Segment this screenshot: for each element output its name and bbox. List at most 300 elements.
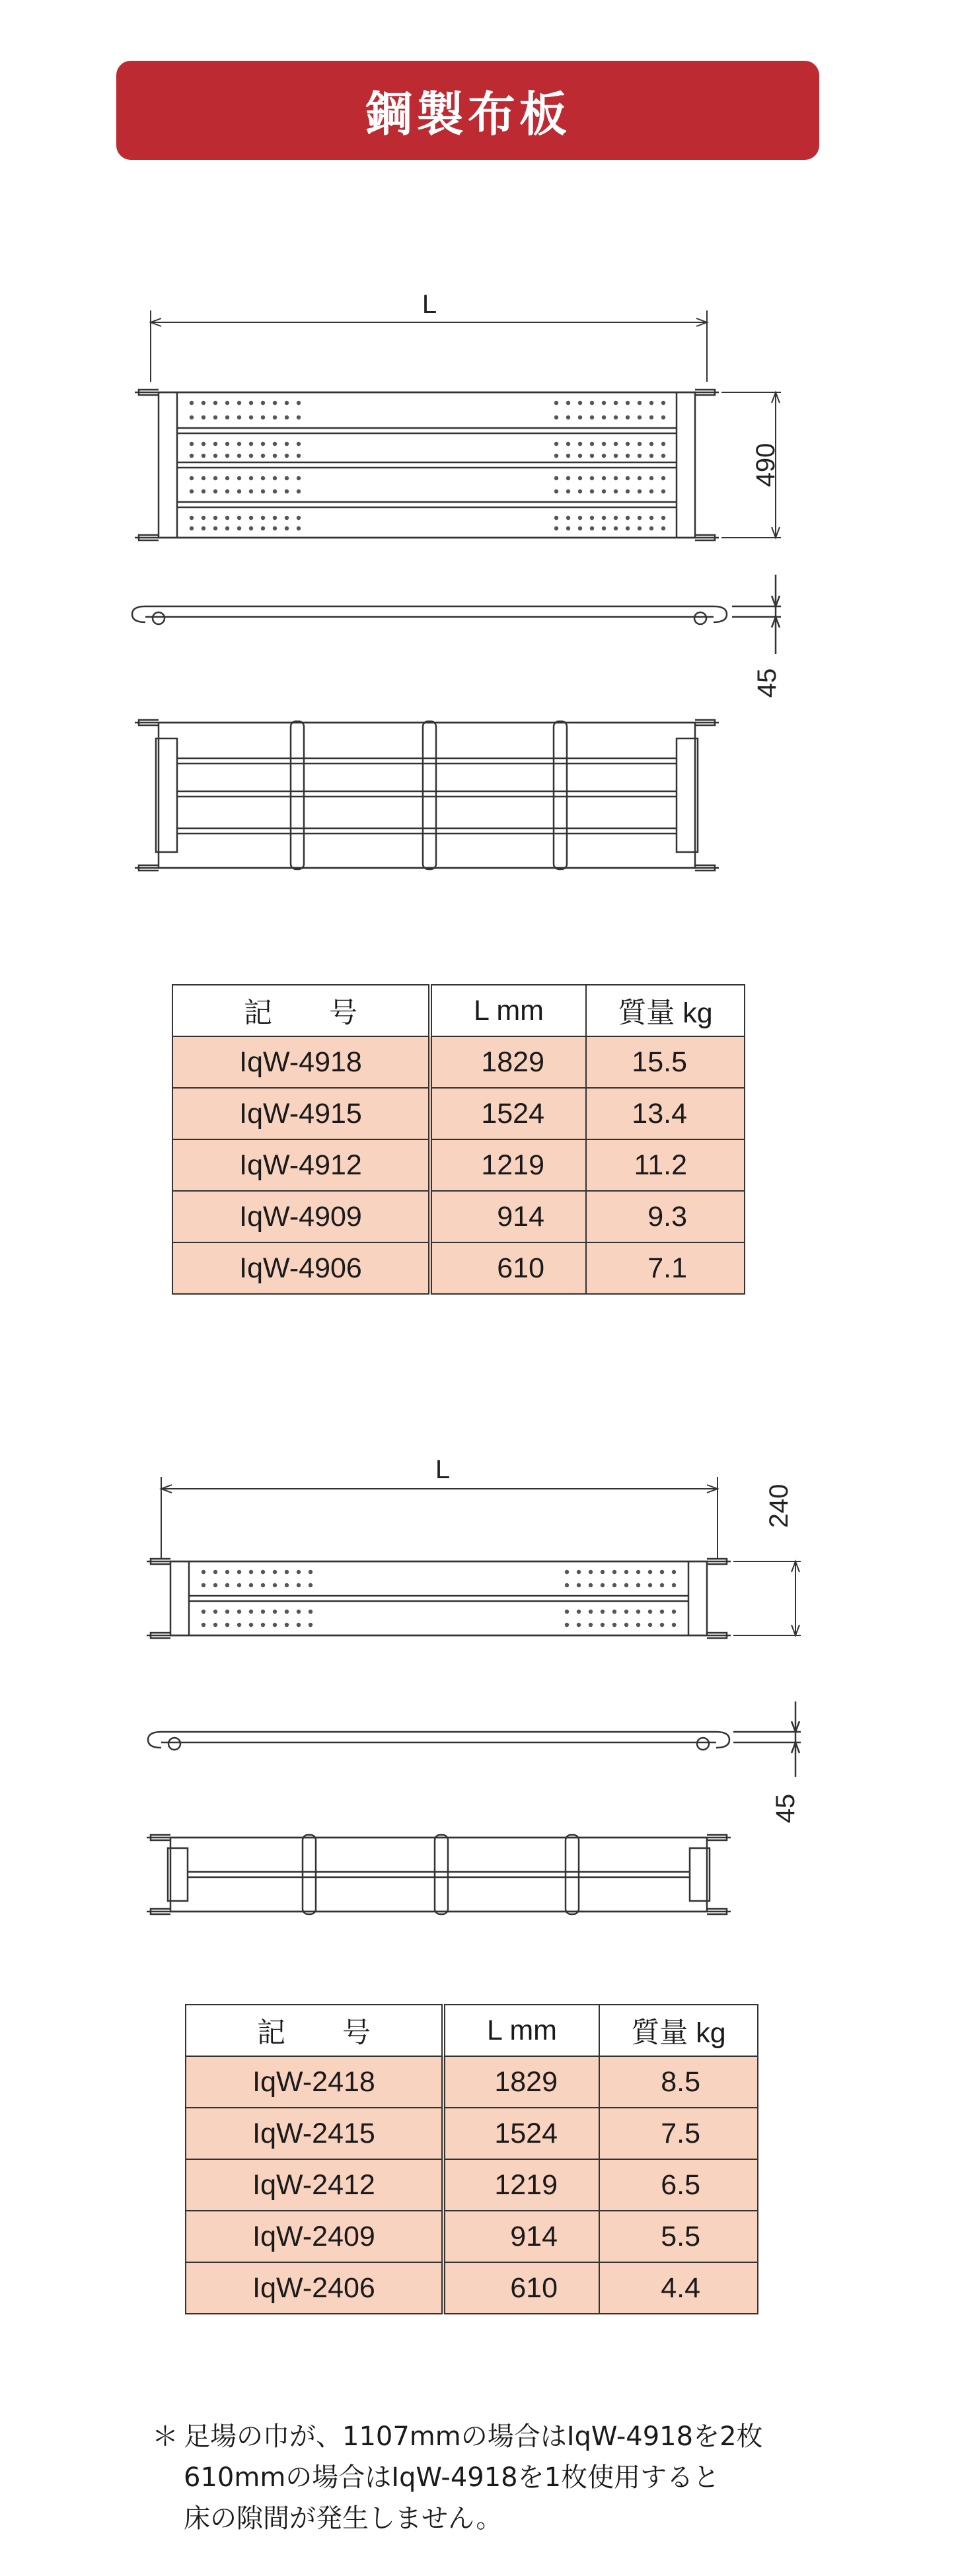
perforation-hole	[237, 415, 241, 419]
perforation-hole	[249, 1570, 253, 1574]
perforation-hole	[624, 1570, 628, 1574]
perforation-hole	[237, 1623, 241, 1627]
perforation-hole	[590, 526, 594, 530]
header-weight: 質量 kg	[599, 2005, 758, 2056]
perforation-hole	[273, 516, 277, 520]
cell-length: 610	[443, 2262, 599, 2314]
perforation-hole	[202, 401, 205, 405]
perforation-hole	[202, 526, 205, 530]
perforation-hole	[638, 476, 642, 480]
cell-weight: 9.3	[586, 1191, 745, 1242]
perforation-hole	[213, 489, 217, 493]
perforation-hole	[661, 415, 665, 419]
cell-weight: 7.5	[599, 2108, 758, 2159]
perforation-hole	[273, 476, 277, 480]
perforation-hole	[285, 454, 289, 458]
perforation-hole	[624, 1623, 628, 1627]
cell-code: IqW-2418	[186, 2056, 443, 2108]
perforation-hole	[202, 489, 205, 493]
perforation-hole	[261, 526, 265, 530]
cell-code: IqW-4918	[172, 1036, 430, 1088]
perforation-hole	[661, 401, 665, 405]
perforation-hole	[601, 1583, 605, 1587]
perforation-hole	[202, 1570, 205, 1574]
perforation-hole	[249, 489, 253, 493]
perforation-hole	[190, 489, 194, 493]
length-label: L	[422, 290, 437, 319]
perforation-hole	[213, 1610, 217, 1614]
cell-code: IqW-2409	[186, 2211, 443, 2262]
perforation-hole	[590, 489, 594, 493]
perforation-hole	[661, 476, 665, 480]
perforation-hole	[648, 1570, 652, 1574]
perforation-hole	[273, 415, 277, 419]
footnote-line-1	[152, 2416, 763, 2457]
perforation-hole	[626, 489, 630, 493]
perforation-hole	[638, 526, 642, 530]
perforation-hole	[577, 1570, 581, 1574]
perforation-hole	[190, 516, 194, 520]
table-row	[172, 1036, 745, 1088]
perforation-hole	[624, 1583, 628, 1587]
perforation-hole	[566, 526, 570, 530]
perforation-hole	[213, 516, 217, 520]
perforation-hole	[660, 1610, 664, 1614]
perforation-hole	[626, 442, 630, 446]
table-header-row	[172, 985, 745, 1036]
cell-length: 1524	[443, 2108, 599, 2159]
perforation-hole	[237, 516, 241, 520]
cell-code: IqW-4912	[172, 1139, 430, 1191]
perforation-hole	[649, 476, 653, 480]
perforation-hole	[649, 454, 653, 458]
perforation-hole	[225, 489, 229, 493]
perforation-hole	[638, 454, 642, 458]
perforation-hole	[554, 516, 558, 520]
perforation-hole	[190, 442, 194, 446]
cell-length: 1524	[430, 1088, 586, 1139]
perforation-hole	[202, 516, 205, 520]
perforation-hole	[565, 1570, 569, 1574]
perforation-hole	[285, 516, 289, 520]
perforation-hole	[237, 489, 241, 493]
perforation-hole	[626, 516, 630, 520]
perforation-hole	[661, 442, 665, 446]
width-dimension	[733, 1561, 801, 1635]
table-row	[172, 1242, 745, 1294]
perforation-hole	[237, 526, 241, 530]
perforation-hole	[602, 454, 606, 458]
perforation-hole	[225, 401, 229, 405]
perforation-hole	[636, 1610, 640, 1614]
perforation-hole	[249, 415, 253, 419]
length-label: L	[435, 1455, 451, 1484]
perforation-hole	[213, 1570, 217, 1574]
perforation-hole	[213, 526, 217, 530]
perforation-hole	[249, 1583, 253, 1587]
table-row	[186, 2056, 758, 2108]
perforation-hole	[614, 415, 618, 419]
perforation-hole	[237, 442, 241, 446]
perforation-hole	[273, 401, 277, 405]
perforation-hole	[285, 442, 289, 446]
perforation-hole	[213, 1583, 217, 1587]
perforation-hole	[649, 401, 653, 405]
perforation-hole	[285, 1623, 289, 1627]
perforation-hole	[614, 454, 618, 458]
perforation-hole	[261, 489, 265, 493]
perforation-hole	[565, 1583, 569, 1587]
perforation-hole	[554, 442, 558, 446]
perforation-hole	[649, 526, 653, 530]
perforation-hole	[309, 1610, 313, 1614]
perforation-hole	[249, 454, 253, 458]
cell-code: IqW-4909	[172, 1191, 430, 1242]
perforation-hole	[672, 1623, 676, 1627]
perforation-hole	[648, 1623, 652, 1627]
perforation-hole	[649, 489, 653, 493]
perforation-hole	[578, 516, 582, 520]
perforation-hole	[225, 1570, 229, 1574]
perforation-hole	[273, 526, 277, 530]
perforation-hole	[190, 415, 194, 419]
perforation-hole	[190, 454, 194, 458]
plank-240-drawing	[0, 1440, 958, 1942]
perforation-hole	[636, 1583, 640, 1587]
perforation-hole	[261, 1610, 265, 1614]
plank-490-drawing	[0, 0, 958, 958]
cell-code: IqW-4906	[172, 1242, 430, 1294]
perforation-hole	[578, 454, 582, 458]
perforation-hole	[577, 1623, 581, 1627]
perforation-hole	[566, 415, 570, 419]
perforation-hole	[578, 401, 582, 405]
perforation-hole	[648, 1583, 652, 1587]
perforation-hole	[566, 442, 570, 446]
perforation-hole	[237, 1610, 241, 1614]
header-code: 記 号	[172, 985, 430, 1036]
perforation-hole	[612, 1610, 616, 1614]
header-length: L mm	[430, 985, 586, 1036]
length-dimension	[161, 1477, 718, 1559]
perforation-hole	[602, 442, 606, 446]
perforation-hole	[249, 1623, 253, 1627]
perforation-hole	[261, 442, 265, 446]
cell-weight: 15.5	[586, 1036, 745, 1088]
plank-bottom-view	[147, 1835, 731, 1914]
perforation-hole	[614, 476, 618, 480]
length-dimension	[151, 310, 707, 382]
perforation-hole	[626, 401, 630, 405]
perforation-hole	[590, 476, 594, 480]
perforation-hole	[225, 442, 229, 446]
perforation-hole	[614, 516, 618, 520]
perforation-hole	[285, 1610, 289, 1614]
perforation-hole	[590, 401, 594, 405]
perforation-hole	[249, 516, 253, 520]
perforation-hole	[589, 1570, 593, 1574]
perforation-hole	[297, 516, 301, 520]
perforation-hole	[638, 442, 642, 446]
perforation-hole	[225, 1583, 229, 1587]
perforation-hole	[601, 1570, 605, 1574]
perforation-hole	[297, 442, 301, 446]
table-row	[186, 2262, 758, 2314]
cell-code: IqW-4915	[172, 1088, 430, 1139]
perforation-hole	[590, 454, 594, 458]
perforation-hole	[577, 1610, 581, 1614]
perforation-hole	[590, 442, 594, 446]
perforation-hole	[261, 415, 265, 419]
perforation-hole	[213, 1623, 217, 1627]
perforation-hole	[285, 489, 289, 493]
perforation-hole	[554, 401, 558, 405]
perforation-holes	[190, 401, 665, 530]
perforation-hole	[566, 476, 570, 480]
perforation-hole	[297, 454, 301, 458]
perforation-hole	[273, 454, 277, 458]
cell-weight: 4.4	[599, 2262, 758, 2314]
cell-weight: 5.5	[599, 2211, 758, 2262]
perforation-hole	[213, 476, 217, 480]
perforation-hole	[309, 1623, 313, 1627]
cell-weight: 11.2	[586, 1139, 745, 1191]
perforation-hole	[285, 1570, 289, 1574]
perforation-hole	[297, 1570, 301, 1574]
footnote-text-1: 足場の巾が、1107mmの場合はIqW-4918を2枚	[184, 2421, 763, 2452]
width-label: 490	[751, 443, 780, 487]
cell-length: 610	[430, 1242, 586, 1294]
plank-side-view	[132, 575, 781, 654]
perforation-hole	[202, 1623, 205, 1627]
perforation-hole	[261, 516, 265, 520]
perforation-hole	[202, 1610, 205, 1614]
perforation-hole	[225, 526, 229, 530]
perforation-hole	[285, 476, 289, 480]
perforation-hole	[578, 526, 582, 530]
perforation-hole	[309, 1570, 313, 1574]
perforation-hole	[660, 1583, 664, 1587]
perforation-hole	[624, 1610, 628, 1614]
perforation-hole	[190, 401, 194, 405]
header-length: L mm	[443, 2005, 599, 2056]
perforation-hole	[614, 489, 618, 493]
plank-top-view	[135, 390, 719, 540]
perforation-hole	[626, 526, 630, 530]
spec-table-490	[172, 984, 745, 1295]
perforation-hole	[202, 1583, 205, 1587]
cell-code: IqW-2415	[186, 2108, 443, 2159]
perforation-hole	[554, 526, 558, 530]
perforation-hole	[225, 454, 229, 458]
perforation-hole	[285, 1583, 289, 1587]
perforation-hole	[578, 489, 582, 493]
perforation-hole	[213, 415, 217, 419]
perforation-hole	[636, 1623, 640, 1627]
perforation-hole	[297, 489, 301, 493]
table-header-row	[186, 2005, 758, 2056]
perforation-hole	[638, 516, 642, 520]
perforation-hole	[612, 1623, 616, 1627]
cell-code: IqW-2412	[186, 2159, 443, 2211]
asterisk-mark: ＊	[152, 2421, 178, 2452]
footnote-line-3: 床の隙間が発生しません。	[184, 2503, 503, 2534]
perforation-hole	[565, 1623, 569, 1627]
table-row	[186, 2159, 758, 2211]
perforation-hole	[273, 1570, 277, 1574]
perforation-hole	[237, 401, 241, 405]
cell-length: 1829	[430, 1036, 586, 1088]
header-weight: 質量 kg	[586, 985, 745, 1036]
perforation-hole	[601, 1623, 605, 1627]
perforation-hole	[626, 454, 630, 458]
perforation-hole	[602, 415, 606, 419]
perforation-hole	[213, 442, 217, 446]
perforation-hole	[614, 401, 618, 405]
perforation-hole	[297, 1583, 301, 1587]
perforation-hole	[261, 1570, 265, 1574]
table-row	[186, 2108, 758, 2159]
perforation-hole	[660, 1570, 664, 1574]
perforation-hole	[261, 476, 265, 480]
plank-top-view	[147, 1559, 731, 1638]
perforation-hole	[661, 454, 665, 458]
perforation-hole	[249, 1610, 253, 1614]
perforation-hole	[649, 516, 653, 520]
perforation-hole	[590, 516, 594, 520]
perforation-hole	[249, 401, 253, 405]
perforation-hole	[273, 489, 277, 493]
perforation-hole	[213, 401, 217, 405]
perforation-hole	[672, 1583, 676, 1587]
perforation-hole	[225, 516, 229, 520]
perforation-hole	[273, 442, 277, 446]
cell-weight: 8.5	[599, 2056, 758, 2108]
cell-weight: 13.4	[586, 1088, 745, 1139]
perforation-hole	[636, 1570, 640, 1574]
perforation-hole	[237, 454, 241, 458]
perforation-hole	[638, 415, 642, 419]
perforation-hole	[261, 401, 265, 405]
height-label: 45	[753, 668, 782, 698]
perforation-hole	[202, 454, 205, 458]
perforation-hole	[649, 415, 653, 419]
perforation-hole	[297, 415, 301, 419]
perforation-hole	[601, 1610, 605, 1614]
spec-table-240	[185, 2004, 758, 2314]
perforation-hole	[285, 526, 289, 530]
perforation-hole	[672, 1570, 676, 1574]
cell-code: IqW-2406	[186, 2262, 443, 2314]
footnote	[152, 2416, 763, 2539]
perforation-hole	[638, 401, 642, 405]
table-row	[172, 1139, 745, 1191]
cell-length: 914	[430, 1191, 586, 1242]
perforation-hole	[578, 476, 582, 480]
perforation-hole	[602, 526, 606, 530]
perforation-hole	[602, 401, 606, 405]
perforation-hole	[612, 1583, 616, 1587]
cell-weight: 7.1	[586, 1242, 745, 1294]
header-code: 記 号	[186, 2005, 443, 2056]
perforation-hole	[578, 442, 582, 446]
cell-length: 1219	[443, 2159, 599, 2211]
perforation-hole	[648, 1610, 652, 1614]
perforation-hole	[261, 1583, 265, 1587]
perforation-hole	[273, 1610, 277, 1614]
perforation-hole	[190, 526, 194, 530]
perforation-hole	[285, 415, 289, 419]
perforation-hole	[202, 442, 205, 446]
perforation-hole	[660, 1623, 664, 1627]
cell-length: 914	[443, 2211, 599, 2262]
perforation-hole	[614, 526, 618, 530]
perforation-hole	[554, 476, 558, 480]
perforation-hole	[589, 1623, 593, 1627]
perforation-hole	[261, 454, 265, 458]
plank-side-view	[148, 1701, 801, 1777]
perforation-hole	[225, 1623, 229, 1627]
cell-weight: 6.5	[599, 2159, 758, 2211]
perforation-hole	[309, 1583, 313, 1587]
perforation-hole	[249, 526, 253, 530]
table-row	[172, 1191, 745, 1242]
perforation-hole	[638, 489, 642, 493]
perforation-hole	[297, 1623, 301, 1627]
perforation-hole	[602, 476, 606, 480]
perforation-hole	[626, 476, 630, 480]
perforation-hole	[237, 1570, 241, 1574]
perforation-hole	[225, 1610, 229, 1614]
perforation-hole	[589, 1583, 593, 1587]
perforation-hole	[590, 415, 594, 419]
perforation-hole	[285, 401, 289, 405]
height-label: 45	[771, 1793, 800, 1824]
footnote-line-2: 610mmの場合はIqW-4918を1枚使用すると	[184, 2462, 720, 2493]
perforation-hole	[614, 442, 618, 446]
perforation-hole	[578, 415, 582, 419]
perforation-hole	[566, 454, 570, 458]
cell-length: 1219	[430, 1139, 586, 1191]
perforation-hole	[554, 489, 558, 493]
perforation-hole	[273, 1583, 277, 1587]
perforation-hole	[297, 1610, 301, 1614]
perforation-hole	[661, 526, 665, 530]
perforation-hole	[554, 415, 558, 419]
perforation-hole	[297, 476, 301, 480]
perforation-hole	[237, 1583, 241, 1587]
perforation-hole	[202, 415, 205, 419]
perforation-hole	[297, 526, 301, 530]
perforation-hole	[602, 489, 606, 493]
perforation-hole	[602, 516, 606, 520]
perforation-hole	[225, 476, 229, 480]
perforation-hole	[213, 454, 217, 458]
width-label: 240	[764, 1484, 793, 1528]
perforation-hole	[249, 476, 253, 480]
perforation-hole	[626, 415, 630, 419]
perforation-hole	[565, 1610, 569, 1614]
perforation-hole	[589, 1610, 593, 1614]
perforation-hole	[661, 489, 665, 493]
perforation-hole	[612, 1570, 616, 1574]
perforation-hole	[566, 516, 570, 520]
perforation-hole	[661, 516, 665, 520]
perforation-hole	[649, 442, 653, 446]
perforation-hole	[554, 454, 558, 458]
table-row	[186, 2211, 758, 2262]
table-row	[172, 1088, 745, 1139]
